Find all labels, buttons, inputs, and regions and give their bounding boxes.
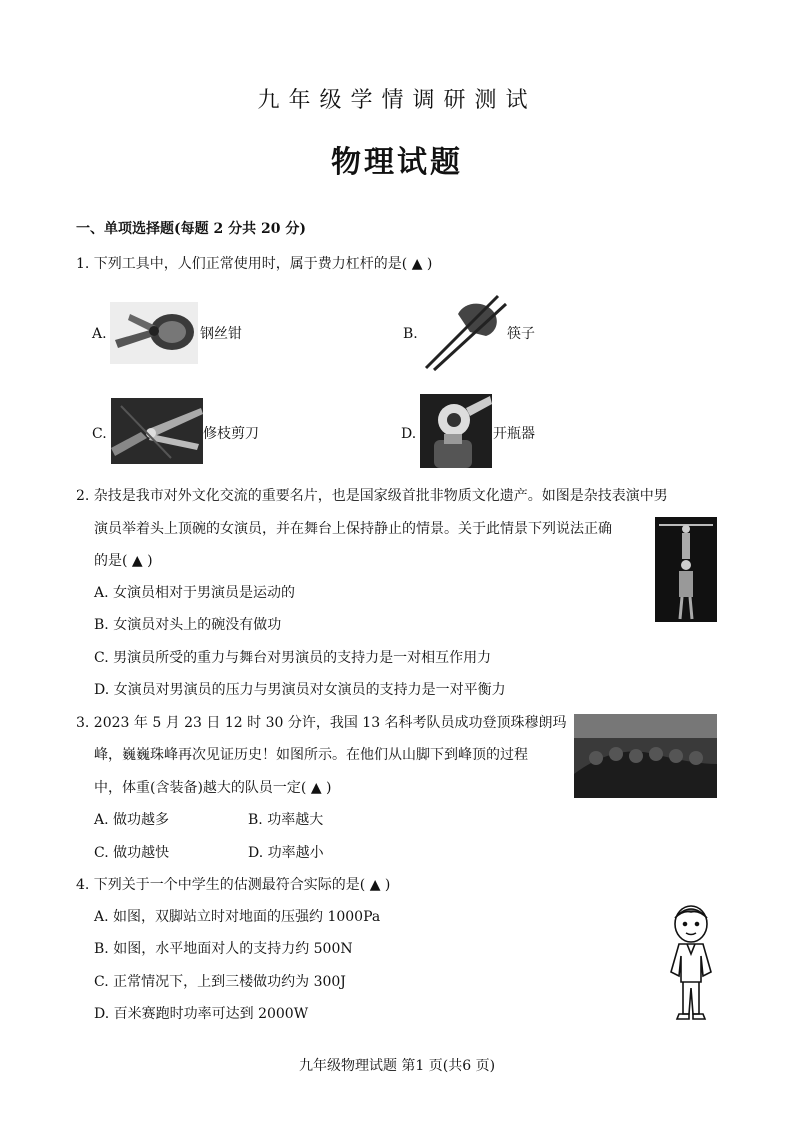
q4-option-d: D. 百米赛跑时功率可达到 2000W bbox=[94, 1006, 309, 1022]
page-footer: 九年级物理试题 第1 页(共6 页) bbox=[298, 1058, 496, 1074]
q4-option-c: C. 正常情况下，上到三楼做功约为 300J bbox=[94, 974, 346, 990]
q4-option-a: A. 如图，双脚站立时对地面的压强约 1000Pa bbox=[94, 909, 381, 925]
q1-option-a-label: 钢丝钳 bbox=[200, 326, 242, 342]
q1-option-c-label: 修枝剪刀 bbox=[203, 426, 259, 442]
q2-option-c: C. 男演员所受的重力与舞台对男演员的支持力是一对相互作用力 bbox=[94, 650, 492, 666]
q1-option-d-letter: D. bbox=[401, 426, 417, 442]
q1-option-d-label: 开瓶器 bbox=[493, 426, 535, 442]
q2-stem-line-3: 的是( ▲ ) bbox=[94, 553, 153, 569]
q1-option-c-letter: C. bbox=[92, 426, 107, 442]
q2-stem-line-1: 2. 杂技是我市对外文化交流的重要名片，也是国家级首批非物质文化遗产。如图是杂技表演中男 bbox=[76, 488, 668, 504]
acrobatics-image bbox=[655, 517, 717, 622]
q3-option-c: C. 做功越快 bbox=[94, 845, 170, 861]
q3-stem-line-2: 峰，巍巍珠峰再次见证历史！如图所示。在他们从山脚下到峰顶的过程 bbox=[94, 747, 528, 763]
q3-option-b: B. 功率越大 bbox=[248, 812, 324, 828]
pliers-image bbox=[110, 302, 198, 364]
q1-stem: 1. 下列工具中，人们正常使用时，属于费力杠杆的是( ▲ ) bbox=[76, 256, 433, 272]
chopsticks-image bbox=[420, 292, 508, 372]
everest-team-image bbox=[574, 714, 717, 798]
q4-option-b: B. 如图，水平地面对人的支持力约 500N bbox=[94, 941, 353, 957]
q1-option-b-letter: B. bbox=[403, 326, 418, 342]
subject-title: 物理试题 bbox=[331, 145, 463, 180]
q3-option-a: A. 做功越多 bbox=[94, 812, 170, 828]
q3-stem-line-1: 3. 2023 年 5 月 23 日 12 时 30 分许，我国 13 名科考队员成功登顶珠穆朗玛 bbox=[76, 715, 567, 731]
q3-stem-line-3: 中，体重(含装备)越大的队员一定( ▲ ) bbox=[94, 780, 332, 796]
section-heading: 一、单项选择题(每题 2 分共 20 分) bbox=[76, 221, 306, 237]
q1-option-b-label: 筷子 bbox=[507, 326, 535, 342]
q3-option-d: D. 功率越小 bbox=[248, 845, 324, 861]
q2-option-b: B. 女演员对头上的碗没有做功 bbox=[94, 617, 282, 633]
q2-stem-line-2: 演员举着头上顶碗的女演员，并在舞台上保持静止的情景。关于此情景下列说法正确 bbox=[94, 521, 612, 537]
q4-stem: 4. 下列关于一个中学生的估测最符合实际的是( ▲ ) bbox=[76, 877, 391, 893]
bottle-opener-image bbox=[420, 394, 492, 468]
q1-option-a-letter: A. bbox=[92, 326, 107, 342]
q2-option-d: D. 女演员对男演员的压力与男演员对女演员的支持力是一对平衡力 bbox=[94, 682, 506, 698]
pruning-shears-image bbox=[111, 398, 203, 464]
student-figure-image bbox=[653, 902, 729, 1024]
exam-title: 九年级学情调研测试 bbox=[257, 88, 537, 113]
q2-option-a: A. 女演员相对于男演员是运动的 bbox=[94, 585, 296, 601]
